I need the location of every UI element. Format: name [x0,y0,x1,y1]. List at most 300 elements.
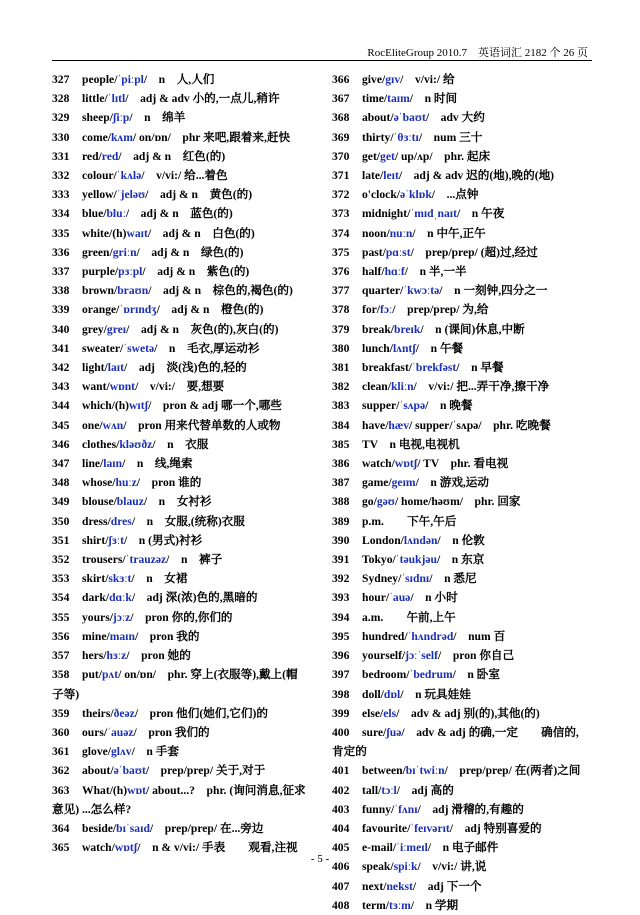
entry-number: 358 [52,668,70,682]
vocab-entry [332,224,588,243]
entry-phonetic: əˈbaʊt [393,111,426,125]
entry-definition: / about...? phr. (询问消息,征求意见) ...怎么样? [52,783,306,816]
entry-definition: / n 午夜 [456,207,505,221]
entry-word: about/ [362,111,394,125]
vocab-entry [332,358,588,377]
left-vocabulary-column [52,70,308,857]
entry-definition: / adj & n 红色(的) [118,149,226,163]
vocab-entry [52,435,308,454]
entry-number: 353 [52,572,70,586]
entry-number: 382 [332,380,350,394]
entry-phonetic: wɒt [127,783,146,797]
entry-number: 356 [52,629,70,643]
entry-phonetic: ʃuə [386,725,402,739]
entry-definition: / pron 我的 [134,629,200,643]
vocab-entry [332,339,588,358]
entry-definition: / n 悉尼 [429,572,477,586]
entry-definition: / pron 用来代替单数的人或物 [123,418,281,432]
vocab-entry [52,531,308,550]
entry-phonetic: geɪm [391,476,416,490]
entry-phonetic: pʌt [101,668,119,682]
entry-phonetic: ʃɜːt [108,533,124,547]
entry-word: term/ [362,898,390,912]
entry-definition: / adj 特别喜爱的 [449,821,542,835]
vocab-entry [332,320,588,339]
entry-phonetic: hæv [388,418,410,432]
vocab-entry [332,512,588,531]
entry-word: game/ [362,476,392,490]
entry-word: What/(h) [82,783,128,797]
entry-definition: / prep/prep/ 在(两者)之间 [444,764,581,778]
entry-phonetic: hɜːz [106,649,127,663]
entry-number: 380 [332,341,350,355]
entry-number: 386 [332,457,350,471]
entry-phonetic: ˈbedrum [409,668,453,682]
entry-phonetic: wɒtʃ [114,841,138,855]
entry-word: else/ [362,706,384,720]
vocab-entry [52,416,308,435]
entry-definition: / adv & adj 的确,一定 确信的,肯定的 [332,725,579,759]
entry-number: 379 [332,322,350,336]
entry-number: 332 [52,169,70,183]
entry-number: 355 [52,610,70,624]
vocab-entry [332,627,588,646]
entry-definition: / num 三十 [418,130,483,144]
entry-number: 374 [332,226,350,240]
entry-word: green/ [82,245,113,259]
entry-number: 376 [332,265,350,279]
entry-definition: / n 半,一半 [404,265,467,279]
page-header: RocEliteGroup 2010.7 英语词汇 2182 个 26 页 [367,47,588,59]
entry-definition: / pron 你的,你们的 [130,610,233,624]
entry-word: TV n 电视,电视机 [362,437,460,451]
vocab-entry [52,377,308,396]
entry-word: yourself/ [362,649,406,663]
entry-phonetic: gɪv [385,73,401,86]
entry-definition: / n 裤子 [166,553,223,567]
vocab-entry [52,320,308,339]
vocab-entry [332,435,588,454]
vocab-entry [332,204,588,223]
entry-definition: / n 东京 [436,553,485,567]
entry-number: 337 [52,265,70,279]
entry-phonetic: ˈmɪdˌnaɪt [410,207,457,221]
vocab-entry [332,896,588,915]
vocab-entry [52,454,308,473]
entry-number: 404 [332,821,350,835]
vocab-entry [332,262,588,281]
entry-word: white/(h) [82,226,127,240]
entry-definition: / adj & n 棕色的,褐色(的) [148,284,293,298]
entry-word: have/ [362,418,389,432]
entry-number: 328 [52,92,70,106]
entry-number: 334 [52,207,70,221]
entry-word: funny/ [362,802,395,816]
entry-definition: / adj 下一个 [412,879,482,893]
entry-phonetic: ˈbrekfəst [412,361,457,375]
entry-number: 395 [332,629,350,643]
entry-word: thirty/ [362,130,394,144]
entry-word: lunch/ [362,341,393,355]
entry-number: 366 [332,73,350,86]
entry-definition: / prep/prep/ 关于,对于 [145,764,266,778]
entry-phonetic: wʌn [102,418,124,432]
entry-definition: / n 午餐 [415,341,464,355]
entry-definition: / adj & adv 迟的(地),晚的(地) [398,169,555,183]
vocab-entry [332,800,588,819]
entry-word: grey/ [82,322,107,336]
vocab-entry [332,300,588,319]
vocab-entry [52,473,308,492]
entry-word: dress/ [82,514,111,528]
entry-word: favourite/ [362,821,411,835]
entry-word: ours/ [82,725,108,739]
entry-phonetic: əˈbaʊt [113,764,146,778]
entry-phonetic: dɒl [383,687,401,701]
entry-phonetic: griːn [112,245,137,259]
entry-word: speak/ [362,860,394,874]
vocab-entry [332,877,588,896]
entry-word: clean/ [362,380,391,394]
vocab-entry [52,128,308,147]
entry-phonetic: els [383,706,397,720]
entry-phonetic: ˈpiːpl [117,73,144,86]
entry-definition: / v/vi:/ 要,想要 [135,380,225,394]
entry-phonetic: ˈfʌnɪ [394,802,418,816]
entry-definition: / n 早餐 [456,361,504,375]
entry-number: 373 [332,207,350,221]
entry-definition: / home/həʊm/ phr. 回家 [394,495,521,509]
entry-word: half/ [362,265,385,279]
entry-definition: / n 女裙 [131,572,188,586]
entry-word: blouse/ [82,495,117,509]
entry-phonetic: ˈfeɪvərɪt [410,821,450,835]
entry-number: 393 [332,591,350,605]
entry-number: 335 [52,226,70,240]
entry-phonetic: breɪk [394,322,421,336]
entry-phonetic: dɑːk [109,591,132,605]
entry-number: 384 [332,418,350,432]
vocab-entry [332,569,588,588]
entry-definition: / pron 他们(她们,它们)的 [134,706,268,720]
entry-phonetic: bɪˈsaɪd [116,821,150,835]
entry-phonetic: jɔːˈself [405,649,438,663]
entry-number: 407 [332,879,350,893]
entry-number: 351 [52,533,70,547]
entry-number: 329 [52,111,70,125]
entry-word: brown/ [82,284,118,298]
vocab-entry [52,512,308,531]
entry-number: 348 [52,476,70,490]
entry-definition: / n 中午,正午 [412,226,486,240]
entry-definition: / n 玩具娃娃 [400,687,471,701]
entry-phonetic: lʌntʃ [392,341,416,355]
vocab-entry [52,665,308,703]
entry-definition: / n 游戏,运动 [415,476,489,490]
entry-phonetic: braʊn [117,284,149,298]
entry-word: next/ [362,879,387,893]
entry-word: go/ [362,495,377,509]
vocab-entry [52,262,308,281]
vocab-entry [52,339,308,358]
entry-phonetic: ˈsʌpə [399,399,426,413]
entry-phonetic: laɪn [103,457,123,471]
entry-word: blue/ [82,207,107,221]
vocab-entry [332,665,588,684]
vocab-entry [52,781,308,819]
entry-number: 402 [332,783,350,797]
entry-word: trousers/ [82,553,126,567]
vocab-entry [332,588,588,607]
entry-definition: / adj 高的 [396,783,454,797]
vocab-entry [332,243,588,262]
entry-word: line/ [82,457,104,471]
entry-word: theirs/ [82,706,114,720]
entry-word: want/ [82,380,110,394]
entry-definition: / v/vi:/ 讲,说 [417,860,487,874]
vocab-entry [52,723,308,742]
vocab-entry [332,761,588,780]
entry-phonetic: pɜːpl [118,265,143,279]
entry-word: e-mail/ [362,841,397,855]
vocab-entry [52,204,308,223]
entry-definition: / adj & n 黄色(的) [145,188,253,202]
vocab-entry [52,819,308,838]
entry-word: colour/ [82,169,117,183]
vocab-entry [52,742,308,761]
entry-number: 377 [332,284,350,298]
entry-phonetic: leɪt [383,169,399,183]
entry-number: 398 [332,687,350,701]
vocab-entry [332,166,588,185]
entry-word: watch/ [362,457,395,471]
entry-phonetic: ˈlɪtl [107,92,126,106]
entry-word: doll/ [362,687,384,701]
entry-definition: / n 线,绳索 [122,457,193,471]
entry-phonetic: wɒnt [109,380,136,394]
vocab-entry [332,723,588,761]
entry-number: 357 [52,649,70,663]
entry-number: 392 [332,572,350,586]
vocab-entry [52,89,308,108]
entry-definition: / n 学期 [410,898,459,912]
vocab-entry [332,492,588,511]
entry-phonetic: kʌm [110,130,133,144]
entry-definition: / adj & n 橙色(的) [156,303,264,317]
entry-word: orange/ [82,303,120,317]
entry-definition: / adv 大约 [425,111,485,125]
entry-number: 370 [332,149,350,163]
entry-definition: / adv & adj 别(的),其他(的) [396,706,540,720]
entry-definition: / n (男式)衬衫 [123,533,203,547]
entry-word: shirt/ [82,533,109,547]
entry-phonetic: gəʊ [376,495,395,509]
entry-definition: / n (课间)休息,中断 [420,322,525,336]
entry-number: 342 [52,361,70,375]
entry-number: 405 [332,841,350,855]
vocab-entry [332,646,588,665]
entry-definition: / n 时间 [409,92,458,106]
entry-word: red/ [82,149,102,163]
entry-definition: / n 电子邮件 [427,841,499,855]
entry-number: 367 [332,92,350,106]
entry-number: 352 [52,553,70,567]
entry-word: watch/ [82,841,115,855]
entry-word: p.m. 下午,午后 [362,514,457,528]
entry-definition: / pron 你自己 [438,649,515,663]
vocab-entry [332,685,588,704]
entry-word: hers/ [82,649,107,663]
entry-number: 333 [52,188,70,202]
entry-word: one/ [82,418,103,432]
entry-definition: / n 女衬衫 [143,495,212,509]
entry-definition: / num 百 [453,629,506,643]
right-vocabulary-column [332,70,588,915]
entry-definition: / n 小时 [410,591,458,605]
vocab-entry [332,108,588,127]
entry-number: 403 [332,802,350,816]
entry-number: 362 [52,764,70,778]
entry-phonetic: ˈtrauzəz [125,553,167,567]
entry-number: 390 [332,533,350,547]
entry-word: skirt/ [82,572,109,586]
entry-definition: / adj & n 白色(的) [147,226,255,240]
entry-definition: / n 卧室 [452,668,500,682]
vocab-entry [332,819,588,838]
entry-word: dark/ [82,591,110,605]
entry-word: purple/ [82,265,119,279]
entry-phonetic: ˈswetə [123,341,155,355]
entry-phonetic: ˈauə [389,591,411,605]
vocab-entry [52,108,308,127]
entry-phonetic: ˈjeləʊ [116,188,146,202]
vocab-entry [52,358,308,377]
entry-number: 381 [332,361,350,375]
entry-phonetic: wɒtʃ [394,457,418,471]
entry-definition: / n 手套 [131,745,179,759]
entry-phonetic: kliːn [390,380,414,394]
entry-word: a.m. 午前,上午 [362,610,456,624]
entry-phonetic: huːz [115,476,137,490]
entry-phonetic: ˈkwɔːtə [403,284,440,298]
entry-definition: / prep/prep/ (超)过,经过 [410,245,538,259]
vocab-entry [52,627,308,646]
entry-word: London/ [362,533,404,547]
entry-number: 344 [52,399,70,413]
entry-phonetic: red [101,149,119,163]
vocab-entry [332,608,588,627]
entry-phonetic: ˈiːmeɪl [396,841,428,855]
vocab-entry [52,396,308,415]
entry-number: 347 [52,457,70,471]
entry-word: yours/ [82,610,113,624]
entry-definition: / v/vi:/ 给...着色 [141,169,228,183]
entry-word: past/ [362,245,386,259]
entry-definition: / adj & n 绿色(的) [136,245,244,259]
entry-word: which/(h) [82,399,130,413]
entry-word: clothes/ [82,437,120,451]
entry-phonetic: nuːn [389,226,413,240]
entry-number: 383 [332,399,350,413]
entry-word: noon/ [362,226,390,240]
vocab-entry [332,531,588,550]
entry-word: hundred/ [362,629,408,643]
entry-phonetic: taɪm [387,92,410,106]
entry-word: little/ [82,92,108,106]
entry-number: 341 [52,341,70,355]
vocab-entry [52,761,308,780]
entry-phonetic: ˈsɪdnɪ [401,572,430,586]
entry-word: sheep/ [82,111,113,125]
entry-definition: / pron & adj 哪一个,哪些 [148,399,282,413]
entry-definition: / n 人,人们 [143,73,215,86]
entry-phonetic: ˈtəukjəu [395,553,437,567]
entry-word: o'clock/ [362,188,400,202]
vocab-entry [332,281,588,300]
entry-phonetic: blauz [116,495,144,509]
entry-definition: / pron 我们的 [133,725,210,739]
entry-definition: / adj 滑稽的,有趣的 [417,802,524,816]
entry-word: break/ [362,322,394,336]
entry-definition: / adj & n 蓝色(的) [125,207,233,221]
entry-number: 354 [52,591,70,605]
entry-number: 330 [52,130,70,144]
vocab-entry [52,492,308,511]
entry-definition: / prep/prep/ 为,给 [392,303,489,317]
entry-definition: / n & v/vi:/ 手表 观看,注视 [137,841,298,855]
vocab-entry [332,70,588,89]
entry-word: midnight/ [362,207,411,221]
entry-phonetic: ˈkʌlə [116,169,142,183]
entry-phonetic: hɑːf [384,265,405,279]
entry-word: quarter/ [362,284,404,298]
entry-phonetic: bɪˈtwiːn [405,764,445,778]
entry-word: people/ [82,73,118,86]
entry-definition: / on/ɒn/ phr. 穿上(衣服等),戴上(帽子等) [52,668,298,701]
entry-phonetic: skɜːt [108,572,132,586]
entry-phonetic: maɪn [109,629,135,643]
entry-definition: / adj & n 灰色(的),灰白(的) [126,322,279,336]
entry-number: 387 [332,476,350,490]
entry-word: glove/ [82,745,111,759]
entry-word: Sydney/ [362,572,402,586]
entry-definition: / adj 淡(浅)色的,轻的 [124,361,247,375]
entry-phonetic: nekst [386,879,413,893]
entry-definition: / ...点钟 [431,188,479,202]
vocab-entry [332,781,588,800]
entry-number: 365 [52,841,70,855]
entry-phonetic: kləʊðz [119,437,153,451]
page-number: - 5 - [310,853,330,865]
entry-phonetic: spiːk [393,860,418,874]
entry-number: 391 [332,553,350,567]
vocab-entry [52,608,308,627]
entry-number: 408 [332,898,350,912]
entry-phonetic: ðeəz [113,706,135,720]
entry-definition: / v/vi:/ 给 [400,73,455,86]
entry-definition: / pron 她的 [126,649,191,663]
entry-number: 389 [332,514,350,528]
entry-number: 346 [52,437,70,451]
entry-phonetic: tɜːm [389,898,411,912]
entry-phonetic: fɔː [380,303,393,317]
entry-word: for/ [362,303,381,317]
entry-word: get/ [362,149,381,163]
entry-definition: / n 晚餐 [425,399,473,413]
entry-phonetic: dres [110,514,132,528]
vocab-entry [52,704,308,723]
vocab-entry [332,704,588,723]
